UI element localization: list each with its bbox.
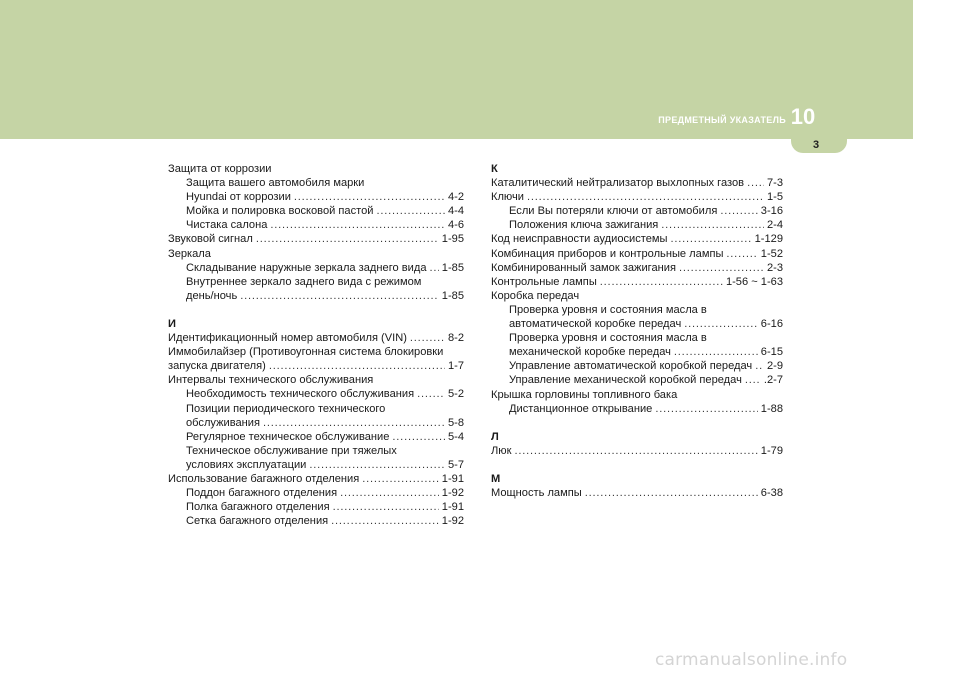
index-entry-text: Защита от коррозии (168, 163, 272, 175)
index-entry-text: Если Вы потеряли ключи от автомобиля (509, 205, 718, 218)
index-entry-text: Управление механической коробкой передач (509, 374, 742, 387)
index-entry-text: Интервалы технического обслуживания (168, 374, 374, 387)
leader-dots (745, 373, 761, 387)
index-entry-page: 4-4 (447, 205, 464, 218)
index-entry-text: Проверка уровня и состояния масла в (509, 332, 707, 345)
leader-dots (270, 218, 445, 232)
index-entry-text: Код неисправности аудиосистемы (491, 233, 668, 246)
leader-dots (240, 289, 439, 303)
index-entry (491, 331, 783, 345)
index-entry-text: Комбинация приборов и контрольные лампы (491, 247, 724, 260)
leader-dots (340, 486, 439, 500)
index-entry (491, 303, 783, 317)
index-entry (168, 514, 464, 528)
leader-dots (674, 345, 758, 359)
index-entry-text: Мощность лампы (491, 486, 582, 499)
index-entry (491, 345, 783, 359)
index-entry (491, 444, 783, 458)
index-entry-text: Управление автоматической коробкой передач (509, 360, 753, 373)
index-entry-text: день/ночь (186, 289, 238, 302)
leader-dots (309, 458, 445, 472)
index-entry-text: Техническое обслуживание при тяжелых (186, 444, 397, 457)
index-entry-text: Необходимость технического обслуживания (186, 388, 415, 401)
leader-dots (679, 261, 764, 275)
index-entry (491, 359, 783, 373)
index-entry-text: Защита вашего автомобиля марки (186, 177, 365, 190)
leader-dots (747, 176, 764, 190)
leader-dots (392, 430, 445, 444)
index-letter-heading: М (491, 472, 501, 485)
index-entry-page: 6-15 (760, 346, 783, 359)
index-entry-page: 1-92 (441, 487, 464, 500)
index-entry-page: 1-91 (441, 472, 464, 485)
index-entry-page: 5-4 (447, 430, 464, 443)
index-entry (168, 190, 464, 204)
index-entry (491, 247, 783, 261)
index-entry-text: Идентификационный номер автомобиля (VIN) (168, 332, 407, 345)
index-entry (491, 289, 783, 303)
index-entry (168, 247, 464, 261)
index-entry-page: 1-91 (441, 501, 464, 514)
index-entry-page: 4-2 (447, 191, 464, 204)
index-entry (491, 317, 783, 331)
index-entry (168, 458, 464, 472)
index-entry-text: Каталитический нейтрализатор выхлопных газов (491, 177, 745, 190)
index-entry (491, 261, 783, 275)
index-entry-text: Складывание наружные зеркала заднего вида (186, 261, 427, 274)
index-entry-text: автоматической коробке передач (509, 318, 682, 331)
leader-dots (430, 261, 439, 275)
leader-dots (655, 402, 757, 416)
index-entry-page: 1-88 (760, 402, 783, 415)
index-entry (168, 162, 464, 176)
index-entry-text: Контрольные лампы (491, 275, 597, 288)
page-number: 3 (812, 139, 820, 151)
index-entry-page: 1-92 (441, 515, 464, 528)
index-entry-text: Hyundai от коррозии (186, 191, 291, 204)
leader-dots (376, 204, 445, 218)
index-letter-heading: И (168, 317, 176, 330)
index-entry (491, 204, 783, 218)
index-entry (168, 359, 464, 373)
index-entry-page: 2-3 (766, 261, 783, 274)
index-entry (491, 373, 783, 387)
index-entry-page: .2-7 (763, 374, 783, 387)
index-entry-text: Комбинированный замок зажигания (491, 261, 676, 274)
index-entry-page: 2-4 (766, 219, 783, 232)
leader-dots (256, 232, 439, 246)
index-entry (168, 486, 464, 500)
watermark: carmanualsonline.info (655, 650, 848, 670)
index-entry-text: Зеркала (168, 247, 211, 260)
index-entry-page: 1-85 (441, 289, 464, 302)
index-column-right (491, 162, 783, 500)
leader-dots (331, 514, 439, 528)
index-entry-page: 5-7 (447, 458, 464, 471)
chapter-number: 10 (790, 104, 816, 129)
leader-dots (726, 247, 757, 261)
index-entry-page: 1-129 (754, 233, 783, 246)
index-letter-heading: Л (491, 430, 499, 443)
index-entry-text: Иммобилайзер (Противоугонная система блокировки (168, 346, 444, 359)
leader-dots (362, 472, 439, 486)
index-entry (491, 190, 783, 204)
index-entry (168, 472, 464, 486)
index-entry-text: Регулярное техническое обслуживание (186, 430, 390, 443)
index-entry-text: Ключи (491, 191, 524, 204)
index-entry (168, 331, 464, 345)
index-entry-page: 1-79 (760, 444, 783, 457)
index-entry (168, 345, 464, 359)
index-entry (168, 232, 464, 246)
index-entry-text: Коробка передач (491, 289, 580, 302)
index-entry-page: 3-16 (760, 205, 783, 218)
index-entry (168, 176, 464, 190)
index-entry (168, 218, 464, 232)
index-entry (168, 275, 464, 289)
index-entry-text: механической коробке передач (509, 346, 671, 359)
index-entry-text: Позиции периодического технического (186, 402, 386, 415)
index-entry (491, 232, 783, 246)
index-entry (168, 402, 464, 416)
index-entry-page: 1-56 ~ 1-63 (725, 275, 783, 288)
index-entry (168, 373, 464, 387)
index-entry-page: 8-2 (447, 332, 464, 345)
index-entry (491, 402, 783, 416)
index-entry (168, 444, 464, 458)
index-entry-text: запуска двигателя) (168, 360, 266, 373)
index-entry (168, 261, 464, 275)
leader-dots (410, 331, 445, 345)
index-entry-text: Полка багажного отделения (186, 501, 330, 514)
index-entry-text: Звуковой сигнал (168, 233, 253, 246)
index-entry-page: 1-7 (447, 360, 464, 373)
index-entry-text: Дистанционное открывание (509, 402, 653, 415)
index-entry-text: Крышка горловины топливного бака (491, 388, 678, 401)
index-entry-text: Сетка багажного отделения (186, 515, 329, 528)
leader-dots (585, 486, 758, 500)
index-entry-page: 1-85 (441, 261, 464, 274)
leader-dots (684, 317, 758, 331)
index-entry-text: Внутреннее зеркало заднего вида с режимом (186, 275, 422, 288)
index-column-left (168, 162, 464, 528)
index-entry (168, 204, 464, 218)
index-entry-page: 5-8 (447, 416, 464, 429)
index-entry-text: Поддон багажного отделения (186, 487, 338, 500)
index-entry-text: Чистака салона (186, 219, 268, 232)
index-entry (491, 486, 783, 500)
index-entry-text: Положения ключа зажигания (509, 219, 659, 232)
index-entry (491, 176, 783, 190)
index-entry-page: 4-6 (447, 219, 464, 232)
index-entry (168, 416, 464, 430)
leader-dots (417, 387, 445, 401)
index-entry-text: Использование багажного отделения (168, 472, 360, 485)
index-entry-page: 6-16 (760, 318, 783, 331)
index-entry-page: 1-52 (760, 247, 783, 260)
index-entry (491, 388, 783, 402)
index-entry-text: условиях эксплуатации (186, 458, 307, 471)
leader-dots (671, 232, 752, 246)
section-title: ПРЕДМЕТНЫЙ УКАЗАТЕЛЬ (658, 115, 786, 125)
leader-dots (661, 218, 764, 232)
index-entry-page: 2-9 (766, 360, 783, 373)
leader-dots (514, 444, 757, 458)
leader-dots (527, 190, 764, 204)
index-letter-heading: К (491, 163, 498, 175)
index-entry-page: 5-2 (447, 388, 464, 401)
index-entry-text: Проверка уровня и состояния масла в (509, 303, 707, 316)
index-entry (491, 218, 783, 232)
leader-dots (333, 500, 439, 514)
leader-dots (720, 204, 757, 218)
leader-dots (600, 275, 723, 289)
leader-dots (755, 359, 764, 373)
index-entry-page: 7-3 (766, 177, 783, 190)
index-entry (168, 500, 464, 514)
leader-dots (263, 416, 445, 430)
index-entry-page: 6-38 (760, 486, 783, 499)
leader-dots (294, 190, 445, 204)
index-entry-text: Люк (491, 444, 512, 457)
index-entry-page: 1-5 (766, 191, 783, 204)
index-entry (168, 289, 464, 303)
index-entry-page: 1-95 (441, 233, 464, 246)
index-entry-text: обслуживания (186, 416, 260, 429)
index-entry (168, 430, 464, 444)
leader-dots (269, 359, 445, 373)
index-entry-text: Мойка и полировка восковой пастой (186, 205, 374, 218)
index-entry (491, 275, 783, 289)
index-entry (168, 387, 464, 401)
